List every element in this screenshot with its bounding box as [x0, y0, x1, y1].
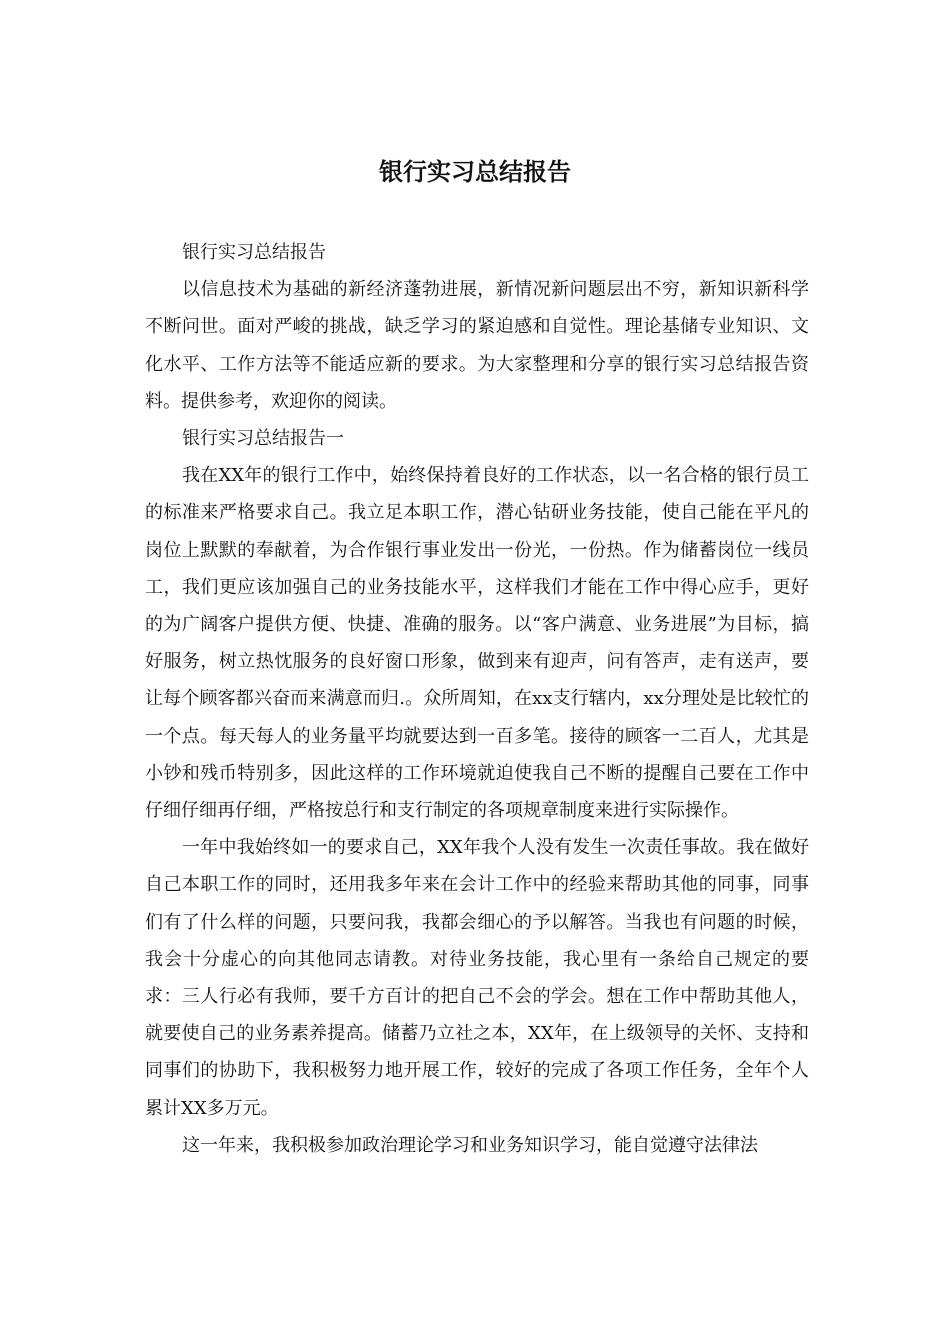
paragraph: 这一年来，我积极参加政治理论学习和业务知识学习，能自觉遵守法律法: [182, 1134, 758, 1156]
document-title: 银行实习总结报告: [379, 158, 571, 186]
paragraph: 我在XX年的银行工作中，始终保持着良好的工作状态，以一名合格的银行员工的标准来严格要求自己。我立足本职工作，潜心钻研业务技能，使自己能在平凡的岗位上默默的奉献着，为合作银行事业发出一份光，一份热。作为储蓄岗位一线员工，我们更应该加强自己的业务技能水平，这样我们才能在工作中得心应手，更好的为广阔客户提供方便、快捷、准确的服务。以“客户满意、业务进展”为目标，搞好服务，树立热忱服务的良好窗口形象，做到来有迎声，问有答声，走有送声，要让每个顾客都兴奋而来满意而归.。众所周知，在xx支行辖内，xx分理处是比较忙的一个点。每天每人的业务量平均就要达到一百多笔。接待的顾客一二百人，尤其是小钞和残币特别多，因此这样的工作环境就迫使我自己不断的提醒自己要在工作中仔细仔细再仔细，严格按总行和支行制定的各项规章制度来进行实际操作。: [145, 465, 809, 822]
document-body: [145, 234, 809, 1164]
paragraph-intro: 以信息技术为基础的新经济蓬勃进展，新情况新问题层出不穷，新知识新科学不断问世。面对严峻的挑战，缺乏学习的紧迫感和自觉性。理论基储专业知识、文化水平、工作方法等不能适应新的要求。为大家整理和分享的银行实习总结报告资料。提供参考，欢迎你的阅读。: [145, 279, 809, 412]
paragraph-heading: 银行实习总结报告: [182, 242, 326, 263]
paragraph: 一年中我始终如一的要求自己，XX年我个人没有发生一次责任事故。我在做好自己本职工作的同时，还用我多年来在会计工作中的经验来帮助其他的同事，同事们有了什么样的问题，只要问我，我都会细心的予以解答。当我也有问题的时候，我会十分虚心的向其他同志请教。对待业务技能，我心里有一条给自己规定的要求：三人行必有我师，要千方百计的把自己不会的学会。想在工作中帮助其他人，就要使自己的业务素养提高。储蓄乃立社之本，XX年，在上级领导的关怀、支持和同事们的协助下，我积极努力地开展工作，较好的完成了各项工作任务，全年个人累计XX多万元。: [145, 837, 809, 1119]
paragraph-section-heading: 银行实习总结报告一: [182, 428, 344, 450]
